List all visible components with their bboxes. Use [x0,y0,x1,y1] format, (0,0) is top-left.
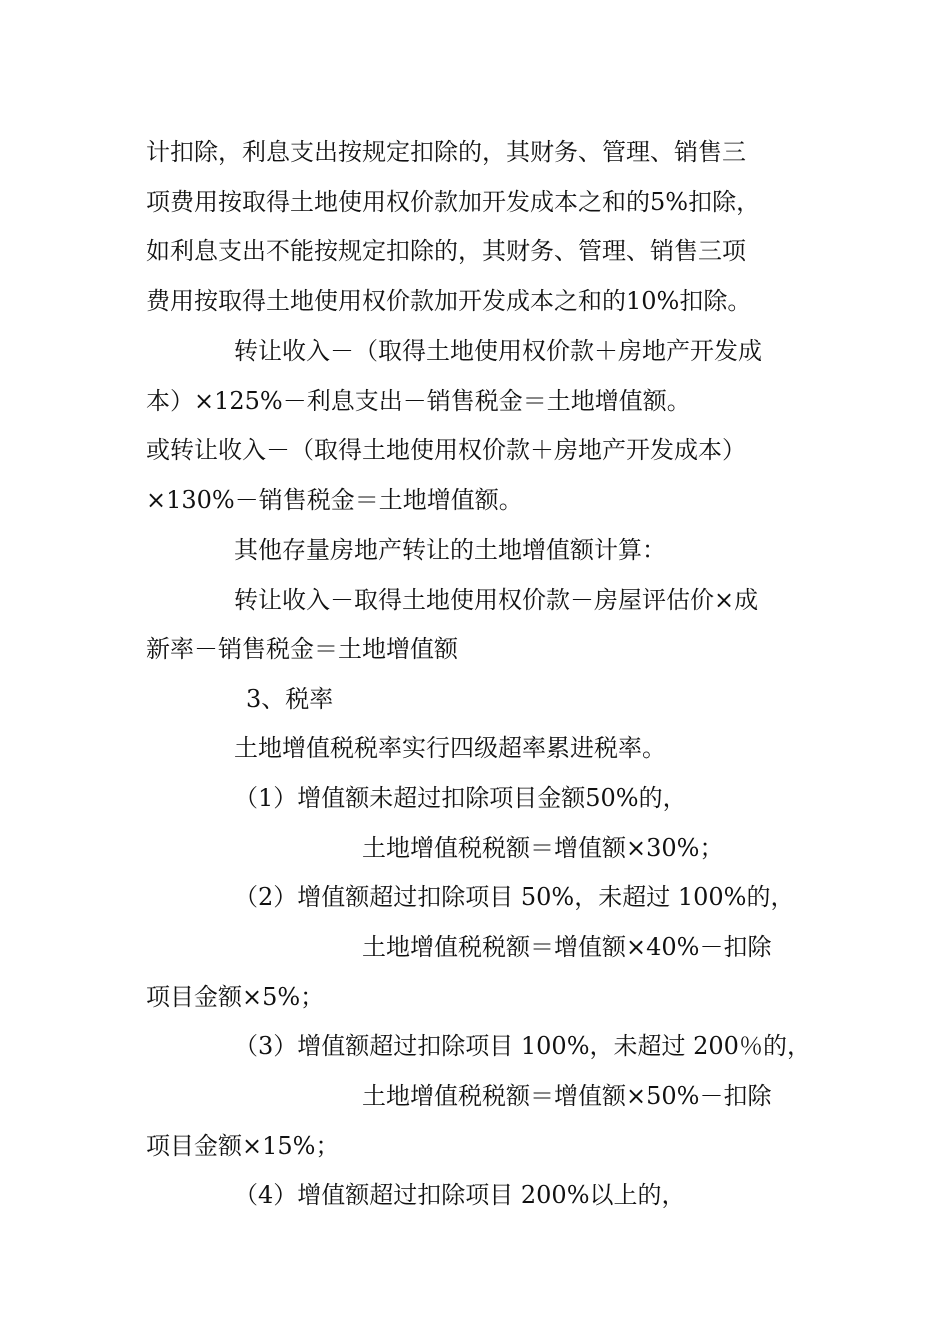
text-line: 项目金额×15%； [146,1132,340,1160]
text-line: 本）×125%－利息支出－销售税金＝土地增值额。 [146,387,691,415]
text-line: 其他存量房地产转让的土地增值额计算： [234,536,666,564]
list-item: （3）增值额超过扣除项目 100%，未超过 200％的， [234,1032,811,1060]
text-line: 项目金额×5%； [146,983,325,1011]
text-line: 转让收入－（取得土地使用权价款＋房地产开发成 [234,337,762,365]
formula-line: 土地增值税税额＝增值额×40%－扣除 [362,933,772,961]
text-line: 转让收入－取得土地使用权价款－房屋评估价×成 [234,586,759,614]
section-heading: 3、税率 [246,685,334,713]
formula-line: 土地增值税税额＝增值额×50%－扣除 [362,1082,772,1110]
list-item: （1）增值额未超过扣除项目金额50%的， [234,784,687,812]
text-line: 如利息支出不能按规定扣除的，其财务、管理、销售三项 [146,237,746,265]
text-line: 新率－销售税金＝土地增值额 [146,635,458,663]
list-item: （2）增值额超过扣除项目 50%，未超过 100%的， [234,883,795,911]
text-line: ×130%－销售税金＝土地增值额。 [146,486,523,514]
text-line: 计扣除，利息支出按规定扣除的，其财务、管理、销售三 [146,138,746,166]
list-item: （4）增值额超过扣除项目 200%以上的， [234,1181,686,1209]
text-line: 费用按取得土地使用权价款加开发成本之和的10%扣除。 [146,287,752,315]
text-line: 项费用按取得土地使用权价款加开发成本之和的5%扣除， [146,188,761,216]
formula-line: 土地增值税税额＝增值额×30%； [362,834,724,862]
text-line: 或转让收入－（取得土地使用权价款＋房地产开发成本） [146,436,746,464]
text-line: 土地增值税税率实行四级超率累进税率。 [234,734,666,762]
